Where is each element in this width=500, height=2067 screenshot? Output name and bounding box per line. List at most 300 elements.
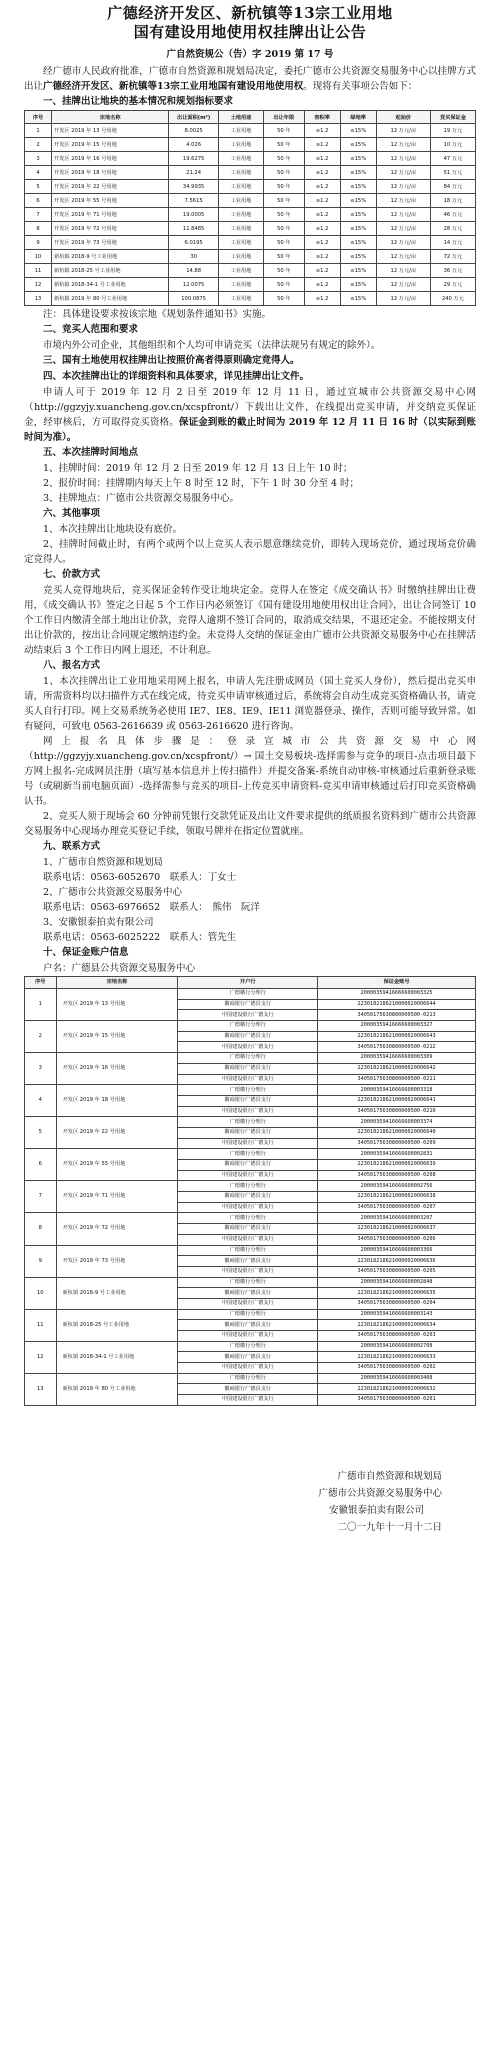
table-cell: 12 万元/亩 bbox=[376, 152, 430, 166]
section-10-heading: 十、保证金账户信息 bbox=[43, 947, 129, 958]
table-cell: 28 万元 bbox=[430, 222, 475, 236]
table-cell: 中国建设银行广德支行 bbox=[178, 1266, 318, 1277]
table-cell: 开发区 2019 年 15 号用地 bbox=[52, 138, 169, 152]
table-cell: 51 万元 bbox=[430, 166, 475, 180]
signature-land-bureau: 广德市自然资源和规划局 bbox=[337, 1470, 442, 1482]
table-cell: 20000359416666600002848 bbox=[318, 1277, 476, 1288]
table-cell: 12 万元/亩 bbox=[376, 236, 430, 250]
table-cell: 7 bbox=[25, 208, 52, 222]
table-cell: ≤15% bbox=[340, 250, 376, 264]
table-cell: 11 bbox=[25, 264, 52, 278]
table-row bbox=[25, 124, 476, 138]
table-cell: ≥1.2 bbox=[304, 278, 340, 292]
table-cell: 12 万元/亩 bbox=[376, 166, 430, 180]
table-cell: ≤15% bbox=[340, 194, 376, 208]
table-cell: ≤15% bbox=[340, 208, 376, 222]
table-cell: 19.6275 bbox=[169, 152, 219, 166]
table-cell: 广德徽行分理行 bbox=[178, 1181, 318, 1192]
table-cell: 徽商银行广德县支行 bbox=[178, 1063, 318, 1074]
table-cell: 34050175630800000500-0208 bbox=[318, 1170, 476, 1181]
contact-phone-3: 联系电话：0563-6025222 联系人：管先生 bbox=[43, 932, 237, 943]
section-2-heading: 二、竞买人范围和要求 bbox=[43, 324, 139, 335]
table-cell: ≥1.2 bbox=[304, 208, 340, 222]
table-cell: 工业用地 bbox=[218, 124, 263, 138]
table-cell: 中国建设银行广德支行 bbox=[178, 1042, 318, 1053]
table-cell: 工业用地 bbox=[218, 236, 263, 250]
table-row bbox=[25, 292, 476, 306]
table-row bbox=[25, 138, 476, 152]
table-cell: ≥1.2 bbox=[304, 166, 340, 180]
table-cell: 新杭镇 2019 年 80 号工业用地 bbox=[52, 292, 169, 306]
section-4-text-a: 申请人可于 2019 年 12 月 2 日至 2019 年 12 月 11 日，通过宣城市公共资源交易中心网（http://ggzyjy.xuancheng.gov.cn/xcspfront/）下载出让文件，在线提出竞买申请，并交纳竞买保证金，经审核后，方可取得竞买资格。 bbox=[24, 387, 476, 428]
table-cell: 20000359416666600003143 bbox=[318, 1309, 476, 1320]
section-8-text-1: 1、本次挂牌出让工业用地采用网上报名，申请人先注册成网员（国土竞买人身份），然后提出竞买申请，所需资料均以扫描件方式在线完成，待竞买申请审核通过后，系统将会自动生成竞买资格确认书，请竞买人自行打印。网上交易系统务必使用 IE7、IE8、IE9、IE11 浏览器登录、操作，否则可能导致异常。如有疑问，可致电 0563-2616639 或 0563-2616620 进行咨询。 bbox=[24, 676, 476, 732]
table-row bbox=[25, 1117, 476, 1128]
table-cell: 工业用地 bbox=[218, 278, 263, 292]
table-cell: ≥1.2 bbox=[304, 124, 340, 138]
table-cell: 12 万元/亩 bbox=[376, 264, 430, 278]
table-cell: 开发区 2019 年 73 号用地 bbox=[52, 236, 169, 250]
table-cell: 广德徽行分理行 bbox=[178, 1309, 318, 1320]
table-cell: ≤15% bbox=[340, 278, 376, 292]
table-cell: 34050175630800000500-0204 bbox=[318, 1298, 476, 1309]
table-cell: ≥1.2 bbox=[304, 250, 340, 264]
table-cell: 20000359416666600003325 bbox=[318, 989, 476, 1000]
table-cell: 开发区 2019 年 13 号用地 bbox=[56, 989, 178, 1021]
table-cell: 12.0075 bbox=[169, 278, 219, 292]
parcel-table-header-cell: 序号 bbox=[25, 111, 52, 124]
table-cell: 开发区 2019 年 15 号用地 bbox=[56, 1021, 178, 1053]
section-9-heading: 九、联系方式 bbox=[43, 841, 101, 852]
table-cell: 中国建设银行广德支行 bbox=[178, 1234, 318, 1245]
table-cell: 广德徽行分理行 bbox=[178, 1373, 318, 1384]
table-cell: ≥1.2 bbox=[304, 264, 340, 278]
table-cell: 8 bbox=[25, 1213, 57, 1245]
table-cell: 徽商银行广德县支行 bbox=[178, 1031, 318, 1042]
table-row bbox=[25, 1021, 476, 1032]
table-cell: 12 万元/亩 bbox=[376, 250, 430, 264]
table-cell: 工业用地 bbox=[218, 222, 263, 236]
table-cell: ≤15% bbox=[340, 138, 376, 152]
table-cell: ≥1.2 bbox=[304, 236, 340, 250]
table-cell: 34050175630800000500-0209 bbox=[318, 1138, 476, 1149]
table-cell: 10 bbox=[25, 1277, 57, 1309]
table-cell: 34050175630800000500-0205 bbox=[318, 1266, 476, 1277]
table-cell: 46 万元 bbox=[430, 208, 475, 222]
section-5-heading: 五、本次挂牌时间地点 bbox=[43, 447, 139, 458]
table-cell: 2230182186210000020006632 bbox=[318, 1384, 476, 1395]
table-cell: 12 万元/亩 bbox=[376, 222, 430, 236]
table-cell: 中国建设银行广德支行 bbox=[178, 1138, 318, 1149]
table-cell: ≥1.2 bbox=[304, 180, 340, 194]
table-cell: 21.24 bbox=[169, 166, 219, 180]
signature-auction-company: 安徽银泰拍卖有限公司 bbox=[328, 1504, 424, 1516]
table-cell: 8.0025 bbox=[169, 124, 219, 138]
table-cell: 34050175630800000500-0211 bbox=[318, 1074, 476, 1085]
table-cell: 2230182186210000020006635 bbox=[318, 1288, 476, 1299]
table-cell: 工业用地 bbox=[218, 166, 263, 180]
table-cell: 1 bbox=[25, 124, 52, 138]
table-cell: 50 年 bbox=[264, 278, 305, 292]
table-cell: 9 bbox=[25, 236, 52, 250]
table-cell: 工业用地 bbox=[218, 264, 263, 278]
table-cell: 9 bbox=[25, 1245, 57, 1277]
table-cell: 72 万元 bbox=[430, 250, 475, 264]
parcel-table-header-cell: 起始价 bbox=[376, 111, 430, 124]
parcel-table-header-cell: 宗地名称 bbox=[52, 111, 169, 124]
table-cell: 3 bbox=[25, 152, 52, 166]
intro-text-1: 经广德市人民政府批准，广德市自然资源和规划局决定，委托广德市公共资源交易服务中心以挂牌方式出让 bbox=[24, 66, 476, 92]
table-cell: 50 年 bbox=[264, 152, 305, 166]
table-cell: 中国建设银行广德支行 bbox=[178, 1395, 318, 1406]
table-cell: 20000359416666600003366 bbox=[318, 1245, 476, 1256]
account-table-header-cell: 序号 bbox=[25, 977, 57, 989]
table-cell: 11 bbox=[25, 1309, 57, 1341]
table-row bbox=[25, 1085, 476, 1096]
intro-text-2: 。现将有关事项公告如下： bbox=[303, 81, 418, 92]
table-row bbox=[25, 166, 476, 180]
table-row bbox=[25, 264, 476, 278]
section-5-item-2: 2、报价时间：挂牌期内每天上午 8 时至 12 时，下午 1 时 30 分至 4 时； bbox=[43, 478, 360, 489]
table-cell: 中国建设银行广德支行 bbox=[178, 1298, 318, 1309]
table-cell: 34050175630800000500-0210 bbox=[318, 1106, 476, 1117]
table-cell: 8 bbox=[25, 222, 52, 236]
table-row bbox=[25, 1373, 476, 1384]
parcel-info-table bbox=[24, 110, 476, 306]
table-cell: 12 万元/亩 bbox=[376, 194, 430, 208]
signature-block bbox=[24, 1468, 476, 1536]
section-4-heading: 四、本次挂牌出让的详细资料和具体要求，详见挂牌出让文件。 bbox=[43, 371, 310, 382]
table-cell: ≥1.2 bbox=[304, 222, 340, 236]
table-cell: 30 bbox=[169, 250, 219, 264]
table-cell: 10 万元 bbox=[430, 138, 475, 152]
table-cell: 工业用地 bbox=[218, 138, 263, 152]
table-cell: 徽商银行广德县支行 bbox=[178, 999, 318, 1010]
table-cell: 新杭镇 2018-34-1 号工业用地 bbox=[52, 278, 169, 292]
table-cell: 34050175630800000500-0207 bbox=[318, 1202, 476, 1213]
table-cell: 中国建设银行广德支行 bbox=[178, 1331, 318, 1342]
section-6-item-1: 1、本次挂牌出让地块设有底价。 bbox=[43, 524, 183, 535]
table-cell: 新杭镇 2018-34-1 号工业用地 bbox=[56, 1341, 178, 1373]
table-cell: 29 万元 bbox=[430, 278, 475, 292]
table-row bbox=[25, 194, 476, 208]
table-cell: 新杭镇 2018-9 号工业用地 bbox=[56, 1277, 178, 1309]
table-cell: 5 bbox=[25, 180, 52, 194]
table-cell: 工业用地 bbox=[218, 250, 263, 264]
table-cell: 10 bbox=[25, 250, 52, 264]
table-cell: 36 万元 bbox=[430, 264, 475, 278]
table-cell: 徽商银行广德县支行 bbox=[178, 1352, 318, 1363]
table-cell: 18 万元 bbox=[430, 194, 475, 208]
table-cell: ≤15% bbox=[340, 152, 376, 166]
table-cell: 50 年 bbox=[264, 166, 305, 180]
parcel-table-header-cell: 出让面积(m²) bbox=[169, 111, 219, 124]
table-cell: 20000359416666600003408 bbox=[318, 1373, 476, 1384]
table-cell: 广德徽行分理行 bbox=[178, 1245, 318, 1256]
table-cell: 20000359416666600003309 bbox=[318, 1053, 476, 1064]
table-cell: 50 年 bbox=[264, 236, 305, 250]
table-row bbox=[25, 152, 476, 166]
table-cell: 20000359416666600002831 bbox=[318, 1149, 476, 1160]
section-5-item-3: 3、挂牌地点：广德市公共资源交易服务中心。 bbox=[43, 493, 240, 504]
table-cell: 12 万元/亩 bbox=[376, 124, 430, 138]
table-cell: 工业用地 bbox=[218, 292, 263, 306]
table-cell: 7.5615 bbox=[169, 194, 219, 208]
table-cell: 13 bbox=[25, 1373, 57, 1405]
table-cell: 12 万元/亩 bbox=[376, 292, 430, 306]
signature-trading-center: 广德市公共资源交易服务中心 bbox=[318, 1487, 442, 1499]
contact-phone-2: 联系电话：0563-6976652 联系人： 熊伟 阮洋 bbox=[43, 902, 260, 913]
table-cell: 新杭镇 2019 年 80 号工业用地 bbox=[56, 1373, 178, 1405]
table-cell: 50 年 bbox=[264, 250, 305, 264]
section-8-heading: 八、报名方式 bbox=[43, 660, 101, 671]
table-cell: 20000359416666600003327 bbox=[318, 1021, 476, 1032]
table-cell: 2230182186210000020006637 bbox=[318, 1224, 476, 1235]
table-row bbox=[25, 1277, 476, 1288]
table-cell: 广德徽行分理行 bbox=[178, 1085, 318, 1096]
table-cell: 开发区 2019 年 22 号用地 bbox=[56, 1117, 178, 1149]
table-row bbox=[25, 1181, 476, 1192]
table-cell: 20000359416666600003318 bbox=[318, 1085, 476, 1096]
account-table-header-cell: 开户行 bbox=[178, 977, 318, 989]
table-cell: 4 bbox=[25, 1085, 57, 1117]
parcel-table-header-cell: 出让年限 bbox=[264, 111, 305, 124]
table-cell: ≤15% bbox=[340, 236, 376, 250]
table-cell: 广德徽行分理行 bbox=[178, 1053, 318, 1064]
table-row bbox=[25, 1213, 476, 1224]
table-cell: 14.88 bbox=[169, 264, 219, 278]
contact-phone-1: 联系电话：0563-6052670 联系人：丁女士 bbox=[43, 872, 237, 883]
table-cell: 开发区 2019 年 16 号用地 bbox=[56, 1053, 178, 1085]
table-cell: 徽商银行广德县支行 bbox=[178, 1224, 318, 1235]
table-cell: 20000359416666600003374 bbox=[318, 1117, 476, 1128]
table-cell: 2230182186210000020006639 bbox=[318, 1160, 476, 1171]
table-cell: 新杭镇 2018-9 号工业用地 bbox=[52, 250, 169, 264]
table-cell: 12 万元/亩 bbox=[376, 138, 430, 152]
table-cell: 新杭镇 2018-25 号工业用地 bbox=[52, 264, 169, 278]
account-name: 户名：广德县公共资源交易服务中心 bbox=[43, 963, 196, 974]
table-cell: 徽商银行广德县支行 bbox=[178, 1320, 318, 1331]
table-cell: 19 万元 bbox=[430, 124, 475, 138]
table-cell: 中国建设银行广德支行 bbox=[178, 1170, 318, 1181]
table-cell: 50 年 bbox=[264, 208, 305, 222]
section-8-text-2: 网上报名具体步骤是：登录宣城市公共资源交易中心网（http://ggzyjy.xuancheng.gov.cn/xcspfront/）→ 国土交易板块-选择需参与竞争的项目-点击项目最下方网上报名-完成网员注册（填写基本信息并上传扫描件）并提交备案-系统自动审核-审核通过后重新登录账号（或刷新当前电脑页面）-选择需参与竞买的项目-上传竞买申请资料-竞买申请审核通过后打印竞买资格确认书。 bbox=[24, 736, 476, 807]
table-cell: 广德徽行分理行 bbox=[178, 989, 318, 1000]
title-line-1: 广德经济开发区、新杭镇等13宗工业用地 bbox=[107, 4, 393, 22]
table-cell: 工业用地 bbox=[218, 180, 263, 194]
table-cell: ≥1.2 bbox=[304, 292, 340, 306]
announcement-title bbox=[24, 4, 476, 42]
section-6-heading: 六、其他事项 bbox=[43, 508, 101, 519]
table-cell: 34050175630800000500-0212 bbox=[318, 1042, 476, 1053]
table-cell: 7 bbox=[25, 1181, 57, 1213]
section-3-heading: 三、国有土地使用权挂牌出让按照价高者得原则确定竞得人。 bbox=[43, 355, 300, 366]
table-cell: 徽商银行广德县支行 bbox=[178, 1160, 318, 1171]
table-cell: ≤15% bbox=[340, 180, 376, 194]
table-cell: 2230182186210000020006641 bbox=[318, 1095, 476, 1106]
table-cell: ≤15% bbox=[340, 292, 376, 306]
table-row bbox=[25, 180, 476, 194]
table-cell: 新杭镇 2018-25 号工业用地 bbox=[56, 1309, 178, 1341]
table-cell: 14 万元 bbox=[430, 236, 475, 250]
table-cell: 4.026 bbox=[169, 138, 219, 152]
table-cell: 3 bbox=[25, 1053, 57, 1085]
table-cell: 广德徽行分理行 bbox=[178, 1149, 318, 1160]
table-cell: 2230182186210000020006642 bbox=[318, 1063, 476, 1074]
parcel-table-header-cell: 竞买保证金 bbox=[430, 111, 475, 124]
document-number: 广自然资规公（告）字 2019 第 17 号 bbox=[166, 49, 334, 60]
table-cell: 工业用地 bbox=[218, 152, 263, 166]
table-cell: 开发区 2019 年 72 号用地 bbox=[52, 222, 169, 236]
intro-paragraph bbox=[24, 64, 476, 94]
table-cell: 开发区 2019 年 55 号用地 bbox=[52, 194, 169, 208]
table-cell: 开发区 2019 年 71 号用地 bbox=[52, 208, 169, 222]
table-row bbox=[25, 1341, 476, 1352]
section-1-heading: 一、挂牌出让地块的基本情况和规划指标要求 bbox=[43, 96, 234, 107]
title-line-2: 国有建设用地使用权挂牌出让公告 bbox=[133, 23, 367, 41]
table-cell: 开发区 2019 年 73 号用地 bbox=[56, 1245, 178, 1277]
table-cell: 2230182186210000020006633 bbox=[318, 1352, 476, 1363]
intro-text-bold: 广德经济开发区、新杭镇等13宗工业用地国有建设用地使用权 bbox=[43, 81, 304, 92]
table-cell: 2230182186210000020006640 bbox=[318, 1127, 476, 1138]
contact-org-1: 1、广德市自然资源和规划局 bbox=[43, 857, 164, 868]
table-cell: 广德徽行分理行 bbox=[178, 1213, 318, 1224]
table-cell: 广德徽行分理行 bbox=[178, 1277, 318, 1288]
section-7-text: 竞买人竞得地块后，竞买保证金转作受让地块定金。竞得人在签定《成交确认书》时缴纳挂牌出让费用，《成交确认书》签定之日起 5 个工作日内必须签订《国有建设用地使用权出让合同》，出让合同签订 10 个工作日内缴清全部土地出让价款，竞得人逾期不签订合同的，取消成交结果，不退还定金。不能按期支付出让价款的，按出让合同规定缴纳违约金。未竞得人交纳的保证金由广德市公共资源交易服务中心在挂牌活动结束后 3 个工作日内网上退还，不计利息。 bbox=[24, 585, 476, 656]
table-cell: 50 年 bbox=[264, 124, 305, 138]
table-cell: 34050175630800000500-0201 bbox=[318, 1395, 476, 1406]
table-cell: 2230182186210000020006643 bbox=[318, 1031, 476, 1042]
table-row bbox=[25, 1245, 476, 1256]
table-cell: 徽商银行广德县支行 bbox=[178, 1095, 318, 1106]
table-row bbox=[25, 989, 476, 1000]
table-cell: ≤15% bbox=[340, 166, 376, 180]
table-cell: 2230182186210000020006638 bbox=[318, 1192, 476, 1203]
account-table-header-cell: 宗地名称 bbox=[56, 977, 178, 989]
section-8-text-3: 2、竞买人须于现场会 60 分钟前凭银行交款凭证及出让文件要求提供的纸质报名资料到广德市公共资源交易服务中心现场办理竞买登记手续，领取号牌并在指定位置就座。 bbox=[24, 811, 476, 837]
table-cell: 12 万元/亩 bbox=[376, 208, 430, 222]
table-cell: 徽商银行广德县支行 bbox=[178, 1256, 318, 1267]
table-cell: 34050175630800000500-0202 bbox=[318, 1363, 476, 1374]
table-cell: 徽商银行广德县支行 bbox=[178, 1384, 318, 1395]
table-cell: 50 年 bbox=[264, 138, 305, 152]
table-cell: 240 万元 bbox=[430, 292, 475, 306]
table-cell: 11.8485 bbox=[169, 222, 219, 236]
table-cell: 开发区 2019 年 22 号用地 bbox=[52, 180, 169, 194]
signature-date: 二〇一九年十一月十二日 bbox=[337, 1521, 442, 1533]
table-cell: 12 万元/亩 bbox=[376, 180, 430, 194]
table-row bbox=[25, 250, 476, 264]
table-cell: 34050175630800000500-0206 bbox=[318, 1234, 476, 1245]
table-cell: 工业用地 bbox=[218, 194, 263, 208]
section-5-item-1: 1、挂牌时间：2019 年 12 月 2 日至 2019 年 12 月 13 日上午 10 时； bbox=[43, 463, 353, 474]
table-row bbox=[25, 1053, 476, 1064]
table-cell: 2230182186210000020006636 bbox=[318, 1256, 476, 1267]
table-cell: 中国建设银行广德支行 bbox=[178, 1363, 318, 1374]
table-cell: 6 bbox=[25, 194, 52, 208]
section-6-item-2: 2、挂牌时间截止时，有两个或两个以上竞买人表示愿意继续竞价，即转入现场竞价，通过现场竞价确定竞得人。 bbox=[24, 539, 476, 565]
table-cell: 20000359416666600002708 bbox=[318, 1341, 476, 1352]
table-cell: 2230182186210000020006644 bbox=[318, 999, 476, 1010]
table-cell: 开发区 2019 年 71 号用地 bbox=[56, 1181, 178, 1213]
table-cell: 50 年 bbox=[264, 292, 305, 306]
table-cell: 中国建设银行广德支行 bbox=[178, 1202, 318, 1213]
parcel-table-header-cell: 土地用途 bbox=[218, 111, 263, 124]
section-2-text: 市境内外公司企业，其他组织和个人均可申请竞买（法律法规另有规定的除外）。 bbox=[43, 340, 381, 351]
table-row bbox=[25, 1309, 476, 1320]
table-cell: 50 年 bbox=[264, 264, 305, 278]
deposit-account-table bbox=[24, 976, 476, 1406]
table-cell: ≥1.2 bbox=[304, 138, 340, 152]
table-cell: 19.0005 bbox=[169, 208, 219, 222]
section-4-text bbox=[24, 385, 476, 445]
table-row bbox=[25, 1149, 476, 1160]
table-cell: ≥1.2 bbox=[304, 194, 340, 208]
table-cell: 开发区 2019 年 72 号用地 bbox=[56, 1213, 178, 1245]
table-cell: 100.0875 bbox=[169, 292, 219, 306]
table-cell: 开发区 2019 年 55 号用地 bbox=[56, 1149, 178, 1181]
table-cell: 5 bbox=[25, 1117, 57, 1149]
table-cell: 12 bbox=[25, 1341, 57, 1373]
table-cell: 47 万元 bbox=[430, 152, 475, 166]
table-cell: 6 bbox=[25, 1149, 57, 1181]
parcel-table-header-row bbox=[25, 111, 476, 124]
table-cell: 50 年 bbox=[264, 222, 305, 236]
table-row bbox=[25, 236, 476, 250]
table-cell: 12 bbox=[25, 278, 52, 292]
table-cell: 开发区 2019 年 18 号用地 bbox=[52, 166, 169, 180]
table-cell: 50 年 bbox=[264, 194, 305, 208]
table-cell: 20000359416666600002756 bbox=[318, 1181, 476, 1192]
table-cell: 工业用地 bbox=[218, 208, 263, 222]
table-cell: 中国建设银行广德支行 bbox=[178, 1074, 318, 1085]
table-cell: 广德徽行分理行 bbox=[178, 1021, 318, 1032]
table-cell: 开发区 2019 年 13 号用地 bbox=[52, 124, 169, 138]
table-cell: 34050175630800000500-0203 bbox=[318, 1331, 476, 1342]
table-cell: 2230182186210000020006634 bbox=[318, 1320, 476, 1331]
table-cell: 中国建设银行广德支行 bbox=[178, 1106, 318, 1117]
table-row bbox=[25, 222, 476, 236]
table-cell: 12 万元/亩 bbox=[376, 278, 430, 292]
section-4-deadline: 保证金到账的截止时间为 2019 年 12 月 11 日 16 时（以实际到账时间为准）。 bbox=[24, 417, 476, 443]
table-cell: 徽商银行广德县支行 bbox=[178, 1288, 318, 1299]
table-cell: ≥1.2 bbox=[304, 152, 340, 166]
table-cell: 开发区 2019 年 18 号用地 bbox=[56, 1085, 178, 1117]
table-cell: ≤15% bbox=[340, 264, 376, 278]
table-note: 注：具体建设要求按该宗地《规划条件通知书》实施。 bbox=[43, 309, 272, 320]
table-cell: 开发区 2019 年 16 号用地 bbox=[52, 152, 169, 166]
account-table-header-cell: 保证金账号 bbox=[318, 977, 476, 989]
table-cell: 20000359416666600003207 bbox=[318, 1213, 476, 1224]
table-cell: 4 bbox=[25, 166, 52, 180]
table-row bbox=[25, 278, 476, 292]
table-cell: 广德徽行分理行 bbox=[178, 1117, 318, 1128]
table-cell: 34050175630800000500-0213 bbox=[318, 1010, 476, 1021]
section-7-heading: 七、价款方式 bbox=[43, 569, 101, 580]
table-cell: 中国建设银行广德支行 bbox=[178, 1010, 318, 1021]
table-cell: 徽商银行广德县支行 bbox=[178, 1192, 318, 1203]
contact-org-3: 3、安徽银泰拍卖有限公司 bbox=[43, 917, 154, 928]
table-cell: ≤15% bbox=[340, 124, 376, 138]
table-cell: 13 bbox=[25, 292, 52, 306]
table-cell: 6.0195 bbox=[169, 236, 219, 250]
table-cell: ≤15% bbox=[340, 222, 376, 236]
table-row bbox=[25, 208, 476, 222]
table-cell: 2 bbox=[25, 1021, 57, 1053]
parcel-table-header-cell: 容积率 bbox=[304, 111, 340, 124]
table-cell: 广德徽行分理行 bbox=[178, 1341, 318, 1352]
table-cell: 徽商银行广德县支行 bbox=[178, 1127, 318, 1138]
